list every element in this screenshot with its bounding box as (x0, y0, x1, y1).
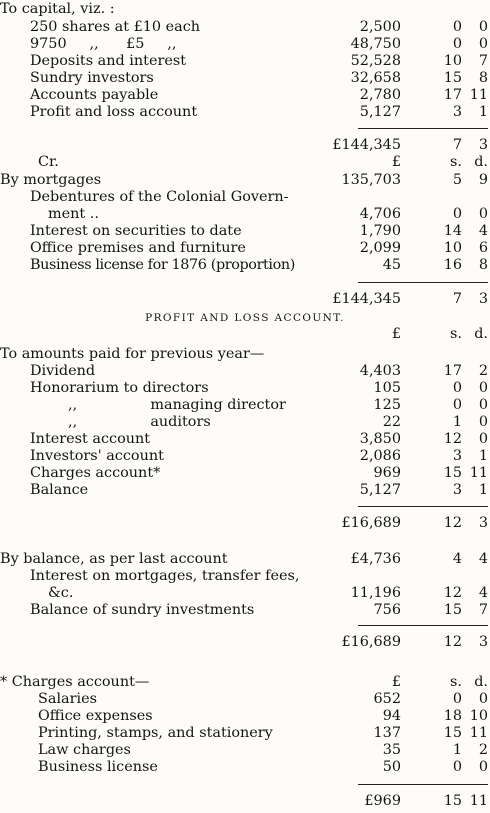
money-header-row (0, 325, 490, 343)
assets-total-row (0, 290, 490, 308)
pence: 0 (478, 759, 488, 775)
shillings: 0 (452, 19, 462, 35)
shillings-header: s. (450, 154, 462, 170)
pounds: 3,850 (359, 431, 401, 447)
capital-row (0, 35, 490, 53)
pence: 0 (478, 431, 488, 447)
capital-total-row (0, 136, 490, 154)
row-label: To amounts paid for previous year— (0, 346, 265, 362)
shillings: 12 (443, 431, 462, 447)
asset-row (0, 188, 490, 206)
pounds-header: £ (391, 674, 401, 690)
asset-row (0, 171, 490, 189)
pounds: 45 (382, 257, 401, 273)
shillings: 17 (443, 87, 462, 103)
total-shillings: 12 (443, 515, 462, 531)
pence: 2 (478, 742, 488, 758)
row-label: Office premises and furniture (30, 240, 246, 256)
row-label: Honorarium to directors (30, 380, 209, 396)
shillings: 16 (443, 257, 462, 273)
pounds: 52,528 (350, 53, 401, 69)
pence: 2 (478, 363, 488, 379)
row-label: Law charges (38, 742, 131, 758)
row-label: Debentures of the Colonial Govern- (30, 189, 289, 205)
profit-loss-row (0, 481, 490, 499)
pounds: 969 (373, 465, 401, 481)
row-label: Interest account (30, 431, 151, 447)
pence: 1 (478, 448, 488, 464)
row-label: Office expenses (38, 708, 153, 724)
shillings: 0 (452, 397, 462, 413)
pence: 4 (478, 551, 488, 567)
pence: 0 (478, 691, 488, 707)
pounds-header: £ (391, 154, 401, 170)
profit-loss-row (0, 447, 490, 465)
shillings: 1 (452, 742, 462, 758)
shillings: 0 (452, 759, 462, 775)
row-label: To capital, viz. : (0, 1, 115, 17)
shillings-header: s. (450, 674, 462, 690)
charges-row (0, 707, 490, 725)
row-label: Salaries (38, 691, 98, 707)
row-label: Balance of sundry investments (30, 602, 255, 618)
row-label: Business license for 1876 (proportion) (30, 257, 295, 273)
shillings: 12 (443, 585, 462, 601)
row-label: Dividend (30, 363, 96, 379)
pounds: 135,703 (341, 172, 401, 188)
row-label: 9750 ,, £5 ,, (30, 36, 177, 52)
profit-loss-row (0, 413, 490, 431)
pounds: 652 (373, 691, 401, 707)
shillings: 15 (443, 465, 462, 481)
profit-loss-row (0, 362, 490, 380)
asset-row (0, 256, 490, 274)
pence: 0 (478, 397, 488, 413)
profit-loss-row (0, 430, 490, 448)
shillings: 4 (452, 551, 462, 567)
pence: 0 (478, 380, 488, 396)
total-pence: 3 (478, 515, 488, 531)
row-label: Interest on securities to date (30, 223, 242, 239)
row-label: ,, managing director (68, 397, 286, 413)
total-pounds: £144,345 (332, 291, 401, 307)
capital-row (0, 86, 490, 104)
shillings: 10 (443, 240, 462, 256)
charges-row (0, 724, 490, 742)
balance-row (0, 601, 490, 619)
pence-header: d. (474, 674, 488, 690)
profit-loss-row (0, 379, 490, 397)
pence: 8 (478, 257, 488, 273)
row-label: Sundry investors (30, 70, 154, 86)
shillings: 17 (443, 363, 462, 379)
shillings: 15 (443, 725, 462, 741)
shillings: 15 (443, 70, 462, 86)
capital-row (0, 18, 490, 36)
pence: 4 (478, 585, 488, 601)
pounds: 4,706 (359, 206, 401, 222)
total-shillings: 7 (452, 137, 462, 153)
asset-row (0, 239, 490, 257)
pence: 1 (478, 104, 488, 120)
pence: 11 (469, 87, 488, 103)
side-heading: Cr. (38, 154, 59, 170)
pence: 10 (469, 708, 488, 724)
total-pence: 3 (478, 137, 488, 153)
pence: 7 (478, 602, 488, 618)
pounds: 2,099 (359, 240, 401, 256)
total-pounds: £16,689 (341, 515, 401, 531)
shillings: 0 (452, 206, 462, 222)
total-shillings: 15 (443, 793, 462, 809)
shillings: 5 (452, 172, 462, 188)
total-pounds: £16,689 (341, 634, 401, 650)
charges-total-row (0, 792, 490, 810)
total-pence: 3 (478, 291, 488, 307)
pounds: 2,086 (359, 448, 401, 464)
row-label: Charges account* (30, 465, 161, 481)
shillings: 14 (443, 223, 462, 239)
capital-row (0, 0, 490, 18)
pence: 0 (478, 206, 488, 222)
pounds: 32,658 (350, 70, 401, 86)
shillings: 0 (452, 36, 462, 52)
pence: 11 (469, 725, 488, 741)
shillings: 3 (452, 448, 462, 464)
row-label: Profit and loss account (30, 104, 198, 120)
shillings: 3 (452, 482, 462, 498)
pounds: 94 (382, 708, 401, 724)
pence: 11 (469, 465, 488, 481)
pounds: 756 (373, 602, 401, 618)
total-pounds: £144,345 (332, 137, 401, 153)
asset-row (0, 205, 490, 223)
row-label: Accounts payable (30, 87, 159, 103)
pounds: 105 (373, 380, 401, 396)
pounds: 2,500 (359, 19, 401, 35)
total-pounds: £969 (364, 793, 401, 809)
capital-row (0, 52, 490, 70)
row-label: Printing, stamps, and stationery (38, 725, 273, 741)
divider-rule (358, 625, 488, 626)
profit-loss-row (0, 345, 490, 363)
row-label: By mortgages (0, 172, 102, 188)
profit-loss-row (0, 464, 490, 482)
shillings: 3 (452, 104, 462, 120)
pounds: 11,196 (350, 585, 401, 601)
pounds: 4,403 (359, 363, 401, 379)
row-label: Investors' account (30, 448, 164, 464)
charges-row (0, 741, 490, 759)
profit-loss-row (0, 396, 490, 414)
pence: 0 (478, 36, 488, 52)
divider-rule (358, 128, 488, 129)
balance-row (0, 550, 490, 568)
pounds: £4,736 (350, 551, 401, 567)
shillings: 10 (443, 53, 462, 69)
row-label: 250 shares at £10 each (30, 19, 201, 35)
pence-header: d. (474, 154, 488, 170)
money-header-row (0, 673, 490, 691)
pence: 8 (478, 70, 488, 86)
asset-row (0, 222, 490, 240)
capital-row (0, 103, 490, 121)
row-label: Balance (30, 482, 89, 498)
divider-rule (358, 282, 488, 283)
row-label: ment .. (48, 206, 99, 222)
pounds: 125 (373, 397, 401, 413)
charges-row (0, 690, 490, 708)
shillings: 15 (443, 602, 462, 618)
row-label: Business license (38, 759, 158, 775)
pounds: 50 (382, 759, 401, 775)
capital-row (0, 69, 490, 87)
row-label: Deposits and interest (30, 53, 187, 69)
divider-rule (358, 506, 488, 507)
shillings: 18 (443, 708, 462, 724)
total-shillings: 12 (443, 634, 462, 650)
total-pence: 3 (478, 634, 488, 650)
pence: 6 (478, 240, 488, 256)
shillings: 1 (452, 414, 462, 430)
balance-row (0, 567, 490, 585)
pence: 1 (478, 482, 488, 498)
divider-rule (358, 784, 488, 785)
total-shillings: 7 (452, 291, 462, 307)
total-pence: 11 (469, 793, 488, 809)
pounds: 137 (373, 725, 401, 741)
row-label: Interest on mortgages, transfer fees, (30, 568, 300, 584)
footnote-heading: * Charges account— (0, 674, 150, 690)
balance-total-row (0, 633, 490, 651)
pence: 4 (478, 223, 488, 239)
pounds: 1,790 (359, 223, 401, 239)
charges-row (0, 758, 490, 776)
shillings-header: s. (450, 326, 462, 342)
pounds: 2,780 (359, 87, 401, 103)
pounds: 48,750 (350, 36, 401, 52)
shillings: 0 (452, 691, 462, 707)
row-label: By balance, as per last account (0, 551, 228, 567)
money-header-row (0, 153, 490, 171)
row-label: ,, auditors (68, 414, 211, 430)
profit-loss-total-row (0, 514, 490, 532)
shillings: 0 (452, 380, 462, 396)
balance-row (0, 584, 490, 602)
pence-header: d. (474, 326, 488, 342)
section-heading: PROFIT AND LOSS ACCOUNT. (145, 312, 345, 324)
pounds-header: £ (391, 326, 401, 342)
pounds: 22 (382, 414, 401, 430)
row-label: &c. (48, 585, 74, 601)
pence: 7 (478, 53, 488, 69)
pounds: 5,127 (359, 104, 401, 120)
pence: 0 (478, 19, 488, 35)
pence: 9 (478, 172, 488, 188)
pence: 0 (478, 414, 488, 430)
pounds: 5,127 (359, 482, 401, 498)
pounds: 35 (382, 742, 401, 758)
